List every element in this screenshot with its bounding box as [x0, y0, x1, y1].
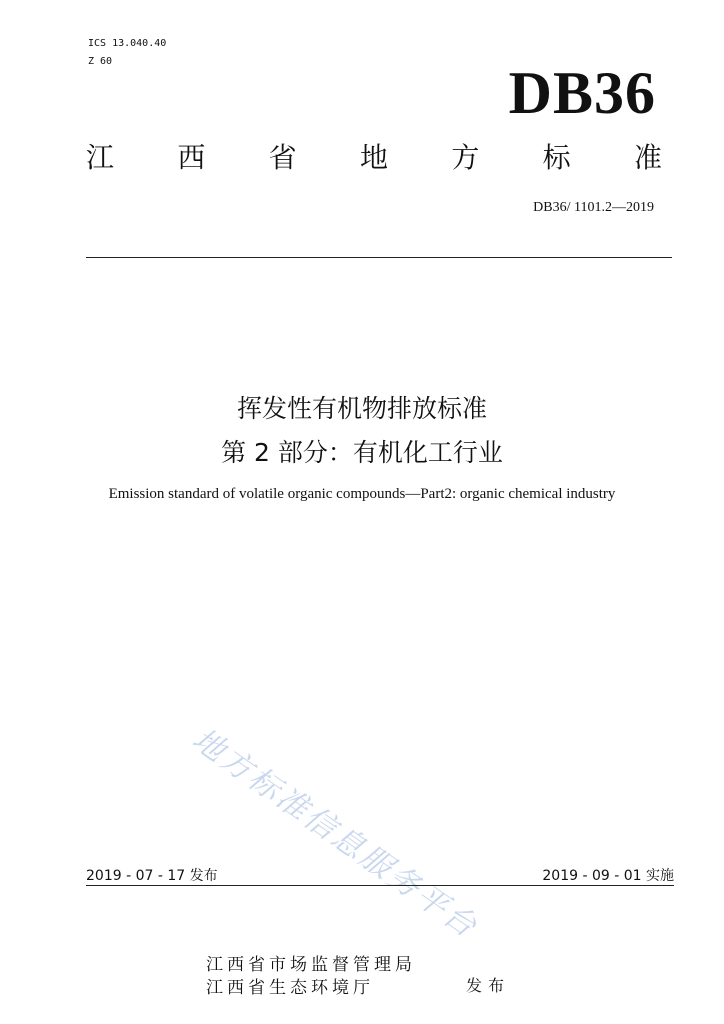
standard-type-char: 西	[177, 141, 206, 174]
standard-type-char: 方	[451, 141, 480, 174]
publish-label: 发布	[466, 976, 511, 995]
ics-code: ICS 13.040.40	[88, 38, 167, 49]
standard-logo: DB36	[508, 60, 656, 126]
title-english: Emission standard of volatile organic compounds—Part2: organic chemical industry	[108, 486, 616, 502]
standard-type-char: 省	[268, 141, 297, 174]
standard-type-char: 标	[542, 141, 571, 174]
title-chinese-line1: 挥发性有机物排放标准	[236, 394, 487, 423]
issuer-market-regulation: 江西省市场监督管理局	[206, 955, 416, 975]
title-chinese-line2: 第 2 部分：有机化工行业	[221, 438, 503, 467]
standard-type-char: 江	[86, 141, 115, 174]
header-divider	[86, 257, 672, 258]
watermark: 地方标准信息服务平台	[185, 721, 485, 946]
standard-type	[86, 138, 662, 178]
implementation-date: 2019 - 09 - 01 实施	[542, 868, 674, 884]
classification-code: Z 60	[88, 56, 113, 67]
standard-number: DB36/ 1101.2—2019	[533, 200, 654, 215]
issuer-ecology-environment: 江西省生态环境厅	[206, 978, 374, 998]
standard-type-char: 地	[359, 141, 388, 174]
footer-divider	[86, 885, 674, 886]
issue-date: 2019 - 07 - 17 发布	[86, 868, 218, 884]
standard-type-char: 准	[633, 141, 662, 174]
